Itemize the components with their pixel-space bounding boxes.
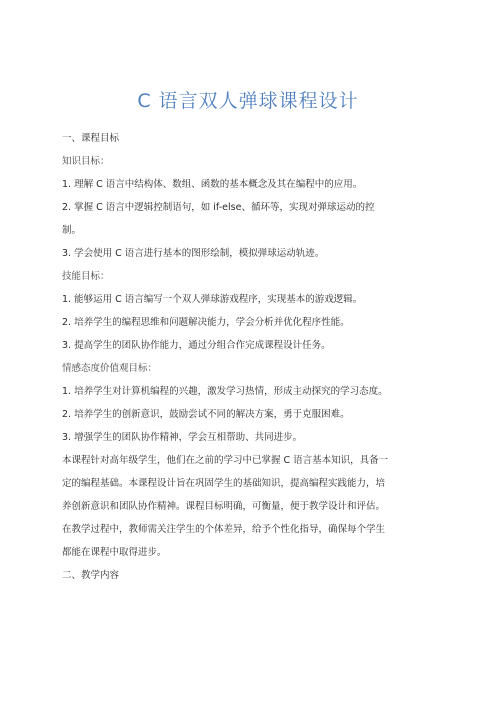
summary-line: 养创新意识和团队协作精神。课程目标明确，可衡量，便于教学设计和评估。 bbox=[62, 501, 386, 512]
knowledge-item-3: 3. 学会使用 C 语言进行基本的图形绘制，模拟弹球运动轨迹。 bbox=[62, 248, 325, 259]
emotion-item-1: 1. 培养学生对计算机编程的兴趣，激发学习热情，形成主动探究的学习态度。 bbox=[62, 386, 388, 397]
summary-line: 在教学过程中，教师需关注学生的个体差异，给予个性化指导，确保每个学生 bbox=[62, 524, 386, 535]
knowledge-objectives-label: 知识目标： bbox=[62, 156, 110, 167]
skill-item-3: 3. 提高学生的团队协作能力，通过分组合作完成课程设计任务。 bbox=[62, 340, 331, 351]
knowledge-item-1: 1. 理解 C 语言中结构体、数组、函数的基本概念及其在编程中的应用。 bbox=[62, 179, 363, 190]
emotion-item-2: 2. 培养学生的创新意识，鼓励尝试不同的解决方案，勇于克服困难。 bbox=[62, 409, 350, 420]
emotion-objectives-label: 情感态度价值观目标： bbox=[62, 363, 158, 374]
summary-line: 定的编程基础。本课程设计旨在巩固学生的基础知识，提高编程实践能力，培 bbox=[62, 478, 386, 489]
summary-line: 本课程针对高年级学生，他们在之前的学习中已掌握 C 语言基本知识，具备一 bbox=[62, 455, 389, 466]
document-title: C 语言双人弹球课程设计 bbox=[137, 90, 359, 112]
knowledge-item-2-cont: 制。 bbox=[62, 225, 82, 236]
skill-objectives-label: 技能目标： bbox=[62, 271, 110, 282]
section-heading-objectives: 一、课程目标 bbox=[62, 133, 120, 144]
knowledge-item-2: 2. 掌握 C 语言中逻辑控制语句，如 if-else、循环等，实现对弹球运动的控 bbox=[62, 202, 375, 213]
section-heading-content: 二、教学内容 bbox=[62, 570, 120, 581]
skill-item-1: 1. 能够运用 C 语言编写一个双人弹球游戏程序，实现基本的游戏逻辑。 bbox=[62, 294, 363, 305]
summary-paragraph bbox=[62, 449, 436, 564]
emotion-item-3: 3. 增强学生的团队协作精神，学会互相帮助、共同进步。 bbox=[62, 432, 303, 443]
summary-line: 都能在课程中取得进步。 bbox=[62, 547, 167, 558]
skill-item-2: 2. 培养学生的编程思维和问题解决能力，学会分析并优化程序性能。 bbox=[62, 317, 350, 328]
document-body bbox=[62, 127, 436, 587]
